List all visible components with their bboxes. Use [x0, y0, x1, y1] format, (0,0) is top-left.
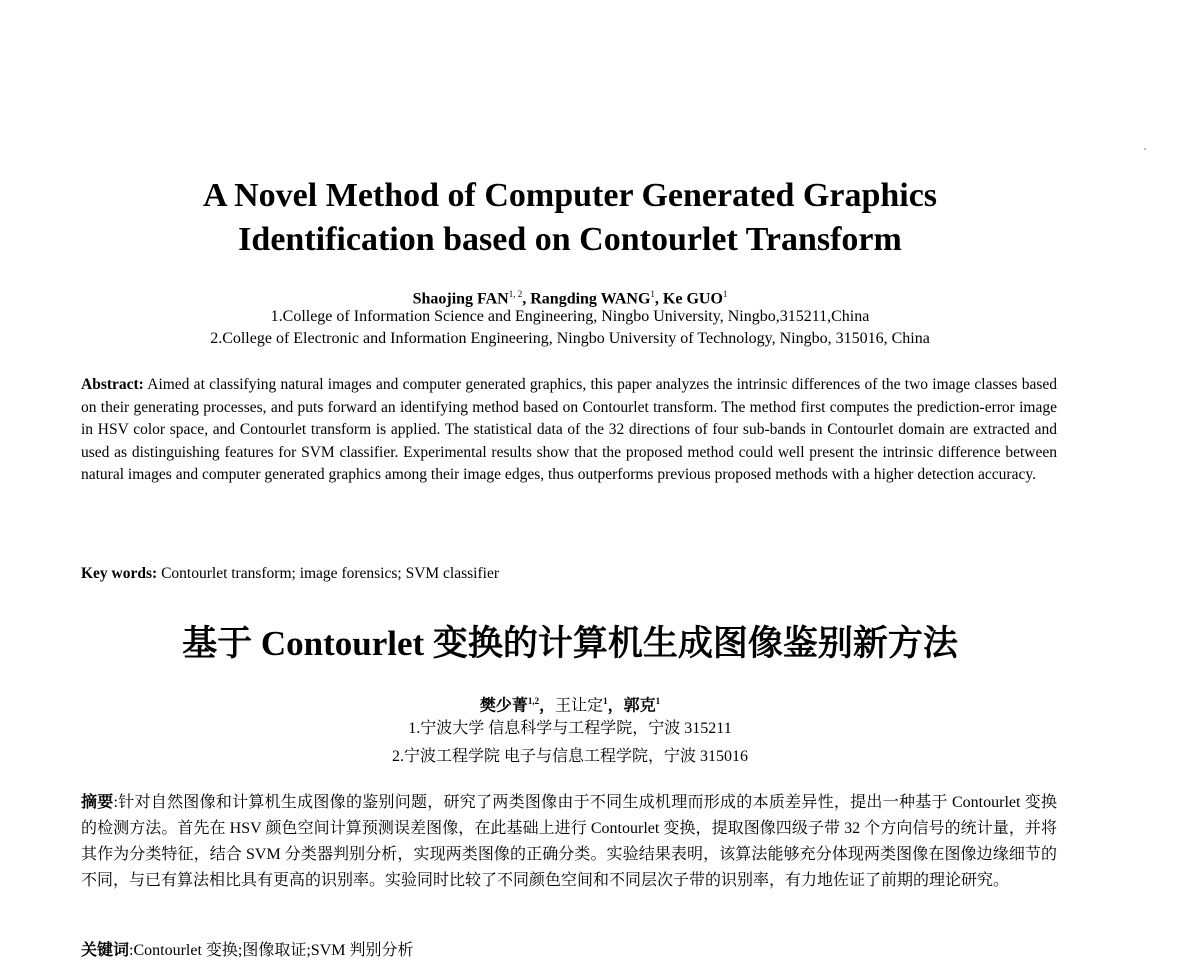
english-affiliation-1: 1.College of Information Science and Engineering, Ningbo University, Ningbo,315211,China	[270, 308, 870, 325]
chinese-abstract-label: 摘要	[81, 794, 114, 811]
scan-speck	[1144, 148, 1146, 150]
english-title-line-1: A Novel Method of Computer Generated Graphics	[202, 177, 938, 214]
cn-author-3-affil-mark: 1	[655, 696, 661, 706]
english-abstract-label: Abstract:	[81, 376, 144, 393]
chinese-keywords-label: 关键词	[81, 942, 130, 959]
chinese-authors: 樊少菁$^{1,2}$，王让定$^1$，郭克$^1$	[479, 696, 661, 715]
chinese-abstract	[81, 790, 1057, 894]
chinese-abstract-text: :针对自然图像和计算机生成图像的鉴别问题，研究了两类图像由于不同生成机理而形成的本质差异性，提出一种基于 Contourlet 变换的检测方法。首先在 HSV 颜色空间计算预测误差图像，在此基础上进行 Contourlet 变换，提取图像四级子带 32 个方向信号的统计量，并将其作为分类特征，结合 SVM 分类器判别分析，实现两类图像的正确分类。实验结果表明，该算法能够充分体现两类图像在图像边缘细节的不同，与已有算法相比具有更高的识别率。实验同时比较了不同颜色空间和不同层次子带的识别率，有力地佐证了前期的理论研究。	[81, 794, 1057, 889]
author-2-name: Rangding WANG	[530, 290, 651, 308]
author-1-affil-mark: 1, 2	[508, 289, 523, 299]
chinese-affiliation-1: 1.宁波大学 信息科学与工程学院，宁波 315211	[408, 720, 732, 737]
chinese-title: 基于 Contourlet 变换的计算机生成图像鉴别新方法	[182, 624, 958, 663]
chinese-keywords-text: :Contourlet 变换;图像取证;SVM 判别分析	[129, 942, 414, 959]
author-2-affil-mark: 1	[650, 289, 655, 299]
cn-author-2-affil-mark: 1	[603, 696, 608, 706]
english-abstract	[81, 374, 1057, 487]
author-1-name: Shaojing FAN	[412, 290, 509, 308]
author-3-name: Ke GUO	[662, 290, 723, 308]
cn-author-3-name: 郭克	[623, 697, 656, 715]
cn-author-2-name: 王让定	[555, 697, 604, 715]
cn-author-1-affil-mark: 1,2	[527, 696, 540, 706]
chinese-affiliation-2: 2.宁波工程学院 电子与信息工程学院，宁波 315016	[391, 748, 748, 765]
english-keywords	[81, 563, 499, 585]
cn-author-1-name: 樊少菁	[479, 697, 528, 715]
english-affiliation-2: 2.College of Electronic and Information Engineering, Ningbo University of Technology, Ningbo, 315016, China	[210, 330, 930, 347]
english-keywords-text: Contourlet transform; image forensics; SVM classifier	[161, 565, 499, 582]
english-keywords-label: Key words:	[81, 565, 158, 582]
author-3-affil-mark: 1	[722, 289, 728, 299]
english-authors: Shaojing FAN$^{1, 2}$, Rangding WANG$^1$, Ke GUO$^1$	[412, 289, 728, 308]
english-title-line-2: Identification based on Contourlet Transform	[238, 221, 902, 258]
english-title	[0, 174, 1140, 262]
chinese-keywords	[81, 940, 413, 962]
english-abstract-text: Aimed at classifying natural images and computer generated graphics, this paper analyzes the intrinsic differences of the two image classes based on their generating processes, and puts forward an identifying method based on Contourlet transform. The method first computes the prediction-error image in HSV color space, and Contourlet transform is applied. The statistical data of the 32 directions of four sub-bands in Contourlet domain are extracted and used as distinguishing features for SVM classifier. Experimental results show that the proposed method could well present the intrinsic difference between natural images and computer generated graphics among their image edges, thus outperforms previous proposed methods with a higher detection accuracy.	[81, 376, 1057, 483]
